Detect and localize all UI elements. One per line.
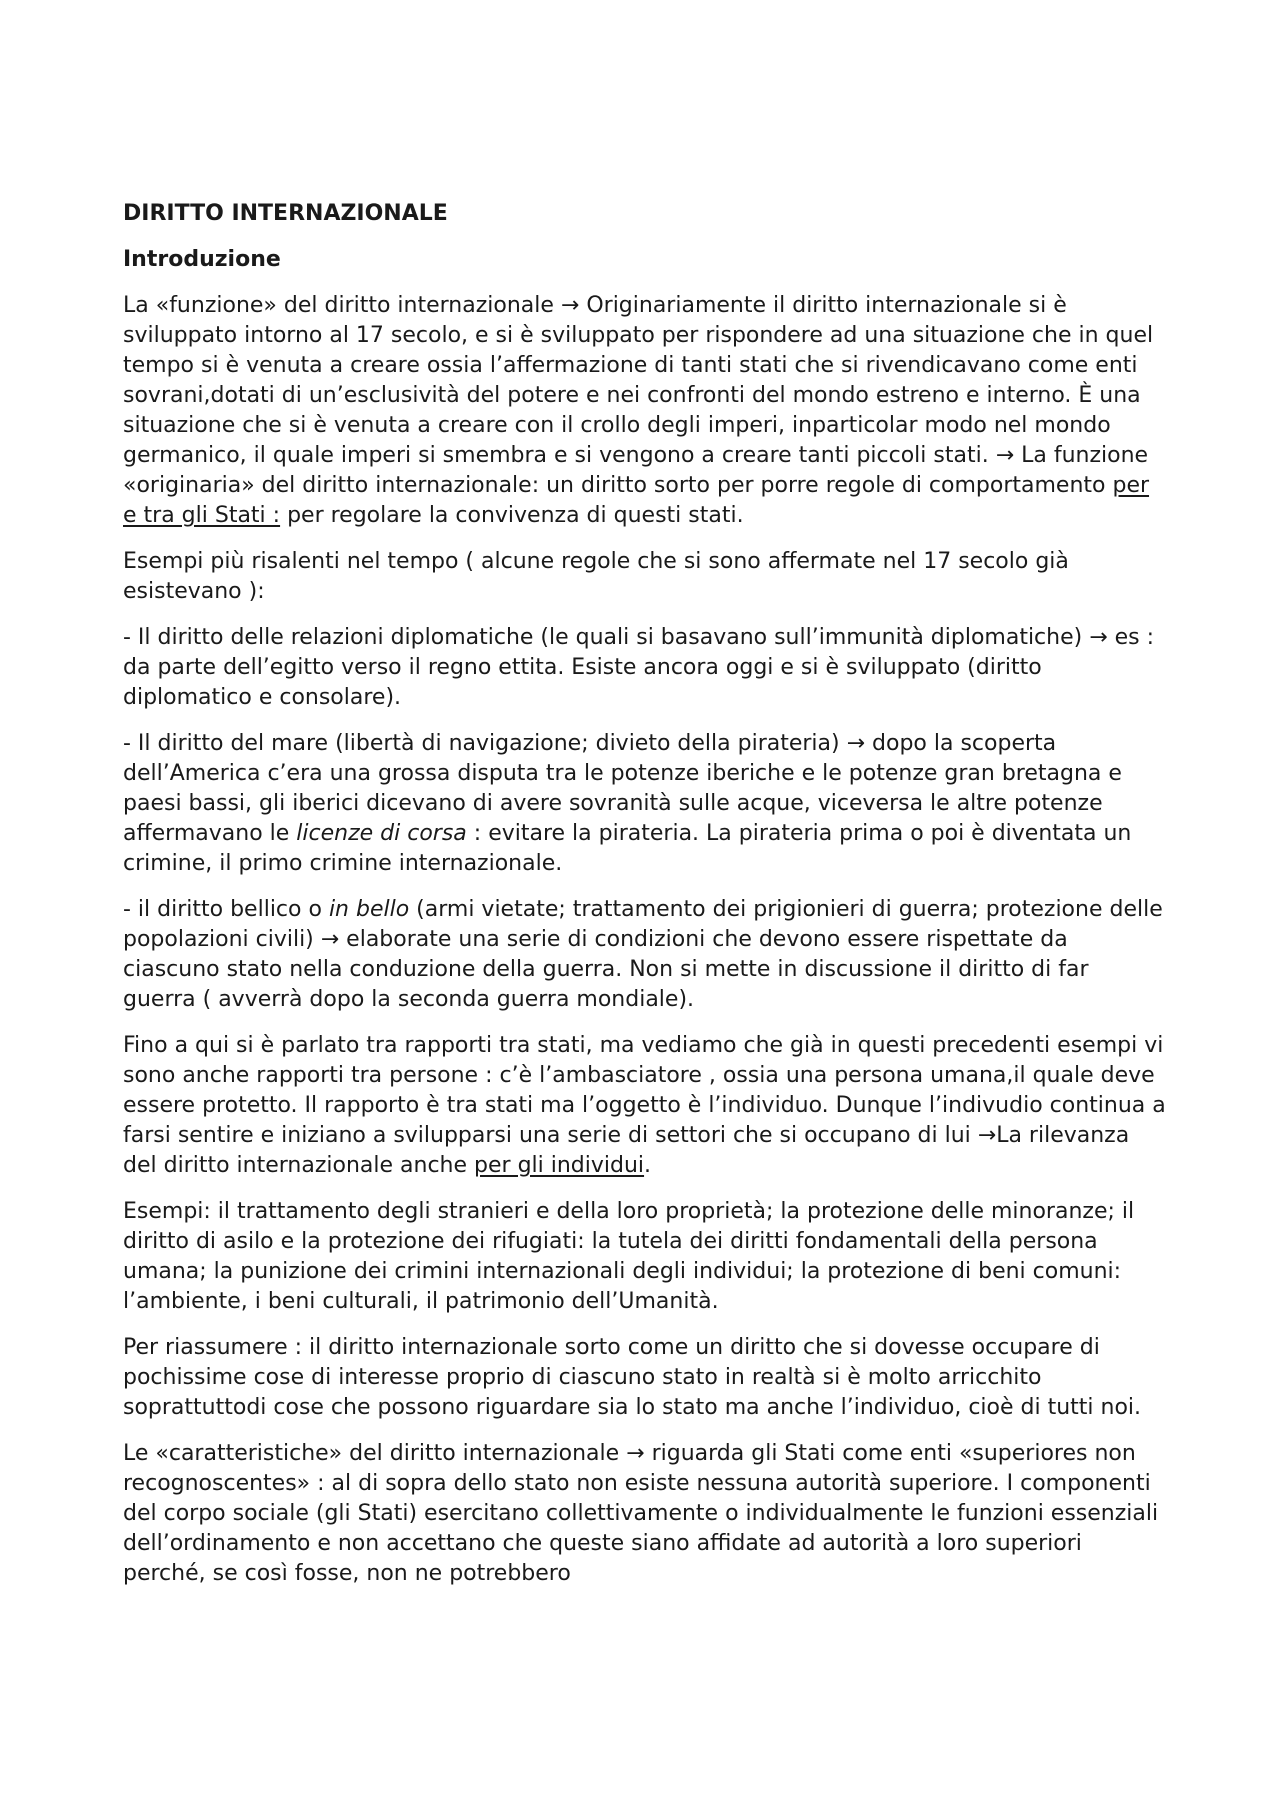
italic-phrase: licenze di corsa: [296, 821, 467, 846]
paragraph-esempi-individui: Esempi: il trattamento degli stranieri e della loro proprietà; la protezione delle minoranze; il diritto di asilo e la protezione dei rifugiati: la tutela dei diritti fondamentali della persona umana; la punizione dei crimini internazionali degli individui; la protezione di beni comuni: l’ambiente, i beni culturali, il patrimonio dell’Umanità.: [123, 1199, 1135, 1314]
paragraph-text: - il diritto bellico o: [123, 897, 329, 922]
paragraph-text-tail: (armi vietate; trattamento dei prigionieri di guerra; protezione delle popolazioni civili) → elaborate una serie di condizioni che devono essere rispettate da ciascuno stato nella conduzione della guerra. Non si mette in discussione il diritto di far guerra ( avverrà dopo la seconda guerra mondiale).: [123, 897, 1163, 1012]
paragraph-text-tail: per regolare la convivenza di questi stati.: [280, 503, 744, 528]
paragraph-relazioni-diplomatiche: - Il diritto delle relazioni diplomatiche (le quali si basavano sull’immunità diplomatiche) → es : da parte dell’egitto verso il regno ettita. Esiste ancora oggi e si è sviluppato (diritto diplomatico e consolare).: [123, 625, 1155, 710]
paragraph-text-tail: .: [644, 1153, 652, 1178]
paragraph-esempi-intro: Esempi più risalenti nel tempo ( alcune regole che si sono affermate nel 17 secolo già esistevano ):: [123, 549, 1069, 604]
paragraph-text: La «funzione» del diritto internazionale → Originariamente il diritto internazionale si è sviluppato intorno al 17 secolo, e si è sviluppato per rispondere ad una situazione che in quel tempo si è venuta a creare ossia l’affermazione di tanti stati che si rivendicavano come enti sovrani,dotati di un’esclusività del potere e nei confronti del mondo estreno e interno. È una situazione che si è venuta a creare con il crollo degli imperi, inparticolar modo nel mondo germanico, il quale imperi si smembra e si vengono a creare tanti piccoli stati. → La funzione «originaria» del diritto internazionale: un diritto sorto per porre regole di comportamento: [123, 293, 1154, 498]
paragraph-diritto-bellico: [123, 895, 1168, 1015]
paragraph-caratteristiche: Le «caratteristiche» del diritto internazionale → riguarda gli Stati come enti «superiores non recognoscentes» : al di sopra dello stato non esiste nessuna autorità superiore. I componenti del corpo sociale (gli Stati) esercitano collettivamente o individualmente le funzioni essenziali dell’ordinamento e non accettano che queste siano affidate ad autorità a loro superiori perché, se così fosse, non ne potrebbero: [123, 1441, 1159, 1586]
paragraph-text: Fino a qui si è parlato tra rapporti tra stati, ma vediamo che già in questi precedenti esempi vi sono anche rapporti tra persone : c’è l’ambasciatore , ossia una persona umana,il quale deve essere protetto. Il rapporto è tra stati ma l’oggetto è l’individuo. Dunque l’indivudio continua a farsi sentire e iniziano a svilupparsi una serie di settori che si occupano di lui →La rilevanza del diritto internazionale anche: [123, 1033, 1166, 1178]
paragraph-funzione: [123, 291, 1168, 531]
paragraph-text-tail: : evitare la pirateria. La pirateria prima o poi è diventata un crimine, il primo crimine internazionale.: [123, 821, 1132, 876]
underlined-phrase: per gli individui: [474, 1153, 645, 1178]
paragraph-text: - Il diritto del mare (libertà di navigazione; divieto della pirateria) → dopo la scoperta dell’America c’era una grossa disputa tra le potenze iberiche e le potenze gran bretagna e paesi bassi, gli iberici dicevano di avere sovranità sulle acque, viceversa le altre potenze affermavano le: [123, 731, 1122, 846]
italic-phrase: in bello: [328, 897, 410, 922]
section-heading: Introduzione: [123, 247, 281, 272]
underlined-phrase: per e tra gli Stati :: [123, 473, 1150, 528]
paragraph-rapporti-persone: [123, 1031, 1168, 1181]
document-body: [123, 199, 1168, 1605]
document-title: DIRITTO INTERNAZIONALE: [123, 201, 448, 226]
paragraph-diritto-del-mare: [123, 729, 1168, 879]
paragraph-riassunto: Per riassumere : il diritto internazionale sorto come un diritto che si dovesse occupare di pochissime cose di interesse proprio di ciascuno stato in realtà si è molto arricchito soprattuttodi cose che possono riguardare sia lo stato ma anche l’individuo, cioè di tutti noi.: [123, 1335, 1142, 1420]
